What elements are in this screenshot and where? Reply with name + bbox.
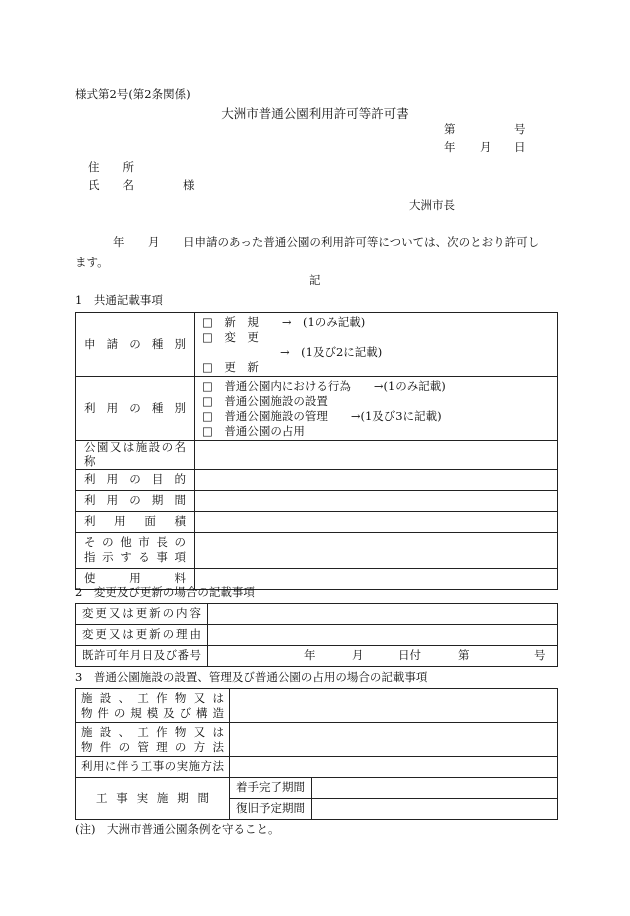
other-instructions-field[interactable] (195, 532, 558, 568)
option-new[interactable]: □ 新 規 → (1のみ記載) (202, 315, 366, 329)
change-reason-label: 変更又は更新の理由 (76, 625, 208, 646)
table-row (76, 757, 558, 778)
scale-structure-label-line1: 施設、工作物又は (81, 690, 224, 705)
form-number: 様式第2号(第2条関係) (75, 87, 191, 101)
application-type-options (195, 313, 558, 377)
body-month: 月 (148, 235, 160, 249)
other-instructions-label (76, 532, 195, 568)
issuer: 大洲市長 (409, 198, 455, 212)
number-suffix: 号 (514, 122, 526, 136)
management-method-label-line2: 物件の管理の方法 (81, 739, 224, 754)
table-row (76, 646, 558, 667)
prior-permit-no-prefix: 第 (458, 648, 470, 662)
scale-structure-label (76, 689, 230, 723)
option-change-note: → (1及び2に記載) (280, 345, 383, 359)
table-row (76, 490, 558, 511)
change-content-field[interactable] (208, 604, 558, 625)
option-occupancy[interactable]: □ 普通公園の占用 (202, 424, 305, 438)
table-row (76, 723, 558, 757)
prior-permit-field[interactable] (208, 646, 558, 667)
prior-permit-no-suffix: 号 (534, 648, 546, 662)
table-row (76, 313, 558, 377)
table-row (76, 532, 558, 568)
table-row (76, 377, 558, 441)
section2-table (75, 603, 558, 667)
period-field[interactable] (195, 490, 558, 511)
address-label: 住 所 (88, 160, 134, 174)
purpose-label: 利用の目的 (76, 469, 195, 490)
issue-date-day: 日 (514, 140, 526, 154)
table-row (76, 604, 558, 625)
application-type-label: 申請の種別 (76, 313, 195, 377)
option-installation[interactable]: □ 普通公園施設の設置 (202, 394, 328, 408)
other-instructions-label-line1: その他市長の (84, 535, 186, 550)
construction-method-field[interactable] (230, 757, 558, 778)
table-row (76, 511, 558, 532)
construction-period-label: 工事実施期間 (76, 778, 230, 820)
start-period-field[interactable] (312, 778, 558, 799)
table-row (76, 689, 558, 723)
start-period-label: 着手完了期間 (230, 778, 312, 799)
option-management[interactable]: □ 普通公園施設の管理 →(1及び3に記載) (202, 409, 442, 423)
section1-heading: 1 共通記載事項 (75, 293, 163, 307)
construction-method-label: 利用に伴う工事の実施方法 (76, 757, 230, 778)
table-row (76, 441, 558, 470)
period-label: 利用の期間 (76, 490, 195, 511)
fee-label: 使用料 (76, 568, 195, 589)
management-method-label (76, 723, 230, 757)
body-text-line2: ます。 (75, 255, 109, 269)
restore-period-label: 復旧予定期間 (230, 799, 312, 820)
ki-mark: 記 (309, 273, 321, 287)
change-content-label: 変更又は更新の内容 (76, 604, 208, 625)
prior-permit-day: 日付 (398, 648, 421, 662)
section2-heading: 2 変更及び更新の場合の記載事項 (75, 585, 255, 599)
prior-permit-month: 月 (352, 648, 364, 662)
issue-date-month: 月 (480, 140, 492, 154)
management-method-field[interactable] (230, 723, 558, 757)
prior-permit-label: 既許可年月日及び番号 (76, 646, 208, 667)
body-text-line1: 日申請のあった普通公園の利用許可等については、次のとおり許可し (183, 235, 540, 249)
management-method-label-line1: 施設、工作物又は (81, 724, 224, 739)
other-instructions-label-line2: 指示する事項 (84, 550, 186, 565)
scale-structure-label-line2: 物件の規模及び構造 (81, 705, 224, 720)
park-name-label: 公園又は施設の名称 (76, 441, 195, 470)
name-label: 氏 名 (88, 178, 134, 192)
table-row (76, 469, 558, 490)
option-change[interactable]: □ 変 更 (202, 330, 259, 344)
prior-permit-year: 年 (304, 648, 316, 662)
use-type-label: 利用の種別 (76, 377, 195, 441)
section1-table (75, 312, 558, 590)
purpose-field[interactable] (195, 469, 558, 490)
area-label: 利用面積 (76, 511, 195, 532)
use-type-options (195, 377, 558, 441)
honorific: 様 (183, 178, 195, 192)
scale-structure-field[interactable] (230, 689, 558, 723)
issue-date-year: 年 (444, 140, 456, 154)
section3-heading: 3 普通公園施設の設置、管理及び普通公園の占用の場合の記載事項 (75, 670, 428, 684)
table-row (76, 625, 558, 646)
option-activity[interactable]: □ 普通公園内における行為 →(1のみ記載) (202, 379, 446, 393)
change-reason-field[interactable] (208, 625, 558, 646)
section3-table (75, 688, 558, 820)
table-row (76, 778, 558, 799)
area-field[interactable] (195, 511, 558, 532)
footnote: (注) 大洲市普通公園条例を守ること。 (75, 822, 280, 836)
restore-period-field[interactable] (312, 799, 558, 820)
body-year: 年 (113, 235, 125, 249)
document-title: 大洲市普通公園利用許可等許可書 (221, 106, 409, 121)
number-prefix: 第 (444, 122, 456, 136)
park-name-field[interactable] (195, 441, 558, 470)
option-renewal[interactable]: □ 更 新 (202, 360, 259, 374)
